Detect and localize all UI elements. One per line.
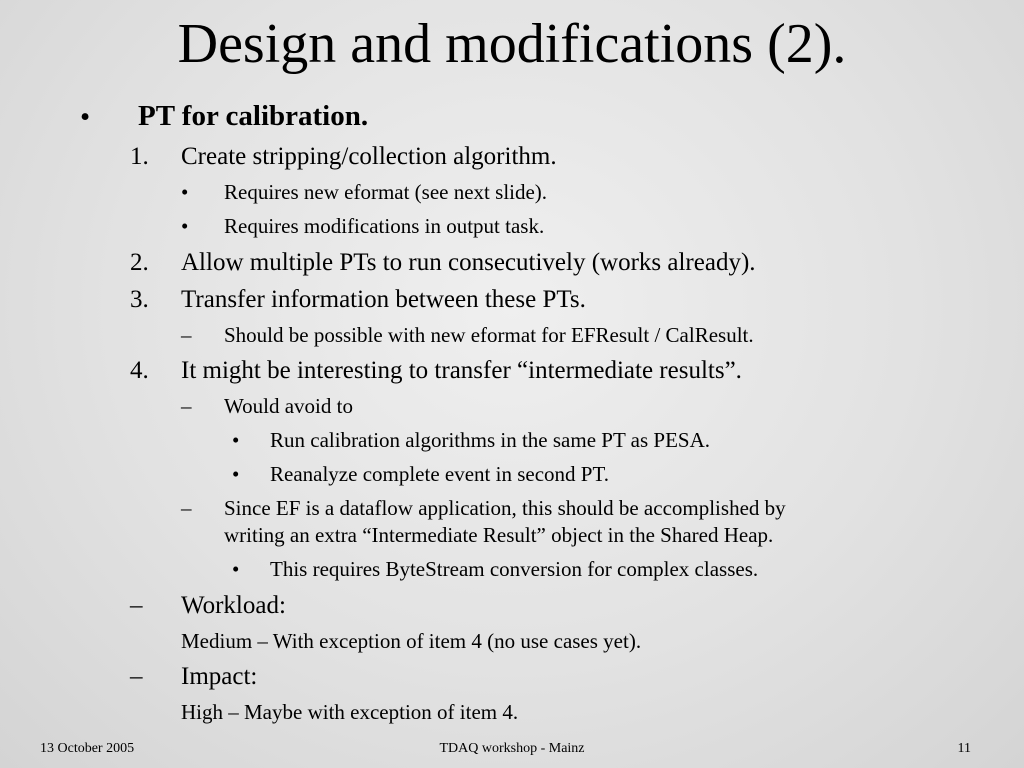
list-item-marker: •: [181, 214, 189, 238]
footer-event: TDAQ workshop - Mainz: [439, 741, 585, 756]
list-item: Requires new eformat (see next slide).: [224, 180, 548, 204]
heading-bullet: •: [80, 101, 91, 133]
list-item-continuation: writing an extra “Intermediate Result” object in the Shared Heap.: [224, 523, 774, 547]
footer-page-number: 11: [957, 741, 971, 756]
list-item-marker: –: [130, 663, 143, 690]
list-item-marker: –: [130, 592, 143, 619]
list-item-marker: •: [232, 428, 240, 452]
list-item-marker: –: [181, 394, 192, 418]
list-item-marker: –: [181, 496, 192, 520]
list-item: Since EF is a dataflow application, this should be accomplished by: [224, 496, 786, 520]
list-item-detail: Medium – With exception of item 4 (no use cases yet).: [181, 629, 642, 653]
list-item: Reanalyze complete event in second PT.: [270, 462, 609, 486]
list-item: Allow multiple PTs to run consecutively (works already).: [181, 249, 756, 276]
footer-date: 13 October 2005: [40, 741, 135, 756]
list-item: Would avoid to: [224, 394, 353, 418]
list-item: Workload:: [181, 592, 286, 619]
section-heading: PT for calibration.: [138, 100, 369, 132]
list-item-marker: 1.: [130, 143, 149, 170]
slide-title: Design and modifications (2).: [177, 13, 847, 75]
list-item-detail: High – Maybe with exception of item 4.: [181, 700, 519, 724]
list-item: It might be interesting to transfer “intermediate results”.: [181, 357, 742, 384]
list-item: Requires modifications in output task.: [224, 214, 545, 238]
list-item: Impact:: [181, 663, 258, 690]
list-item: Create stripping/collection algorithm.: [181, 143, 557, 170]
list-item-marker: •: [232, 462, 240, 486]
list-item-marker: 2.: [130, 249, 149, 276]
list-item: Should be possible with new eformat for EFResult / CalResult.: [224, 323, 754, 347]
list-item-marker: •: [181, 180, 189, 204]
list-item-marker: 3.: [130, 286, 149, 313]
list-item-marker: 4.: [130, 357, 149, 384]
list-item-marker: –: [181, 323, 192, 347]
list-item: This requires ByteStream conversion for complex classes.: [270, 557, 759, 581]
list-item: Run calibration algorithms in the same PT as PESA.: [270, 428, 710, 452]
list-item: Transfer information between these PTs.: [181, 286, 586, 313]
list-item-marker: •: [232, 557, 240, 581]
